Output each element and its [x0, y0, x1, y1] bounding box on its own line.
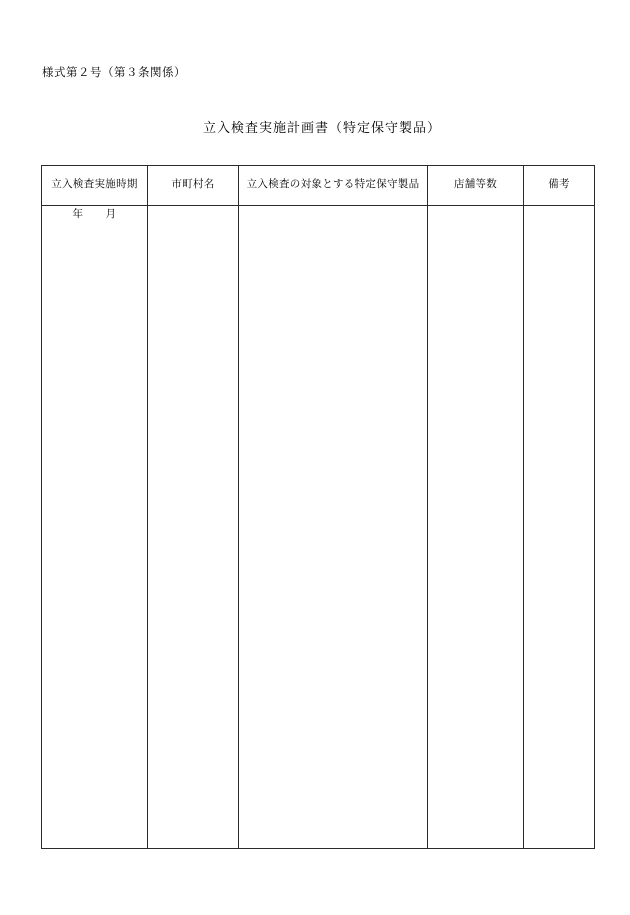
page-title: 立入検査実施計画書（特定保守製品） [202, 120, 441, 135]
table-header-row [42, 166, 595, 206]
table-body [42, 206, 595, 849]
cell-remarks[interactable] [524, 206, 595, 849]
column-header-target-products: 立入検査の対象とする特定保守製品 [239, 166, 428, 206]
column-header-period: 立入検査実施時期 [42, 166, 148, 206]
cell-target-products[interactable] [239, 206, 428, 849]
period-year-label: 年 [72, 209, 84, 220]
plan-table-wrapper [41, 165, 589, 849]
column-header-remarks: 備考 [524, 166, 595, 206]
table-header [42, 166, 595, 206]
form-number: 様式第２号（第３条関係） [42, 67, 186, 79]
column-header-municipality: 市町村名 [148, 166, 239, 206]
cell-municipality[interactable] [148, 206, 239, 849]
period-month-label: 月 [105, 209, 117, 220]
inspection-plan-table [41, 165, 595, 849]
cell-store-count[interactable] [428, 206, 524, 849]
table-row [42, 206, 595, 849]
column-header-store-count: 店舗等数 [428, 166, 524, 206]
cell-period[interactable] [42, 206, 148, 849]
